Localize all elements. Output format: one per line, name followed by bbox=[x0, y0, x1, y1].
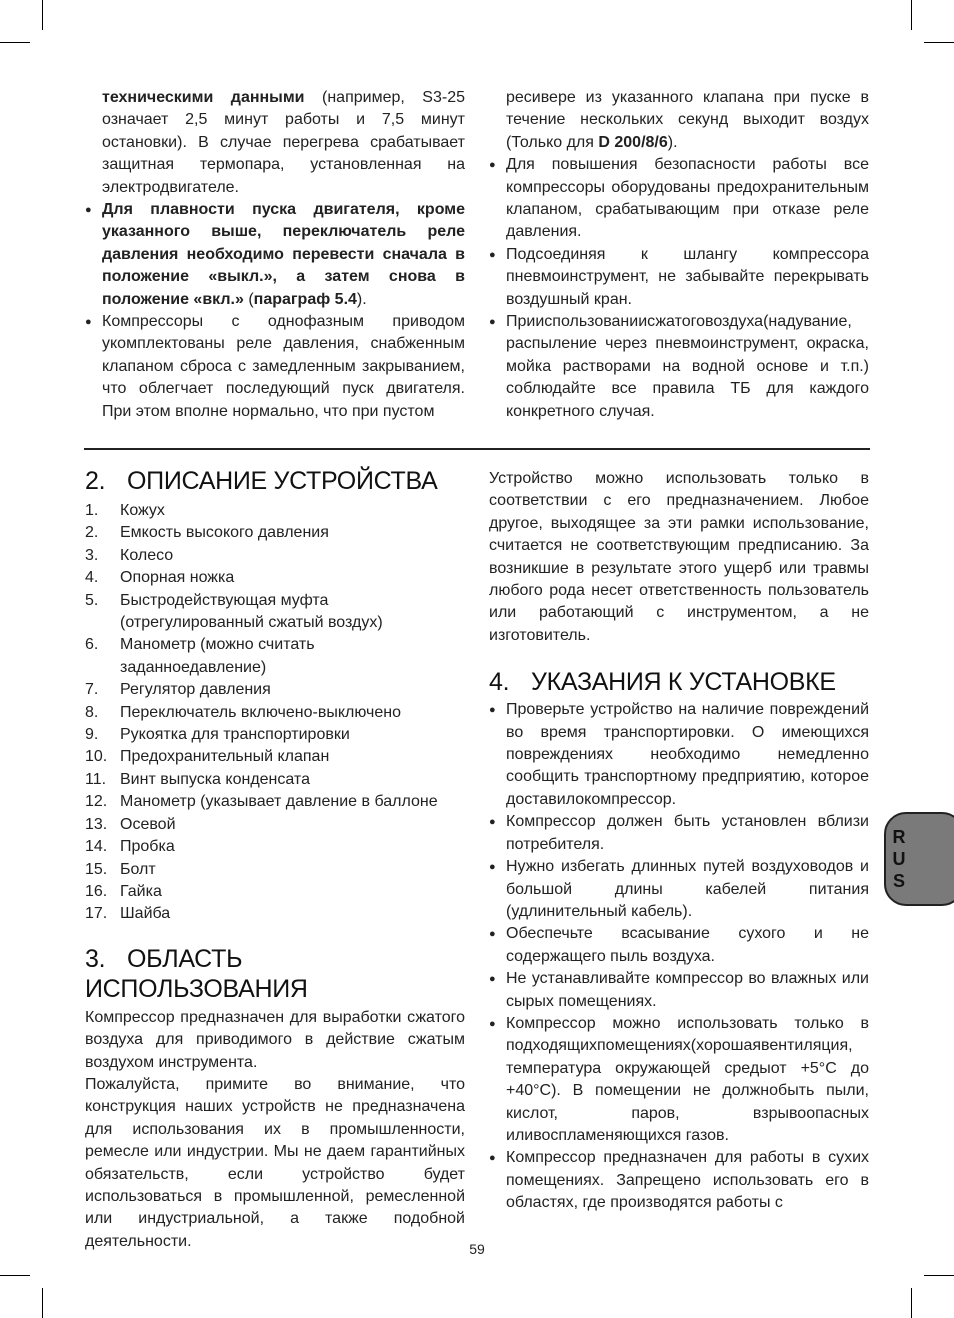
list-item: 16. Гайка bbox=[85, 882, 162, 900]
top-left-column bbox=[85, 87, 465, 423]
bullet-item: ● Обеспечьте всасывание сухого и не содержащего пыль воздуха. bbox=[489, 923, 869, 968]
list-item: 5. Быстродействующая муфта (отрегулированный сжатый воздух) bbox=[85, 591, 383, 632]
list-item: 14. Пробка bbox=[85, 838, 175, 856]
crop-mark bbox=[42, 1288, 43, 1318]
parts-list bbox=[85, 500, 465, 926]
language-code: R U S bbox=[892, 827, 906, 891]
list-item: 11. Винт выпуска конденсата bbox=[85, 770, 310, 788]
crop-mark bbox=[0, 42, 30, 43]
bullet-item: ● Для плавности пуска двигателя, кроме указанного выше, переключатель реле давления необходимо перевести сначала в положение «выкл.», а затем снова в положение «вкл.» (параграф 5.4). bbox=[85, 199, 465, 311]
section-heading-usage: 3. ОБЛАСТЬ ИСПОЛЬЗОВАНИЯ bbox=[85, 944, 308, 1003]
paragraph: техническими данными (например, S3-25 означает 2,5 минут работы и 7,5 минут остановки). В случае перегрева срабатывает защитная термопара, установленная на электродвигателе. bbox=[102, 89, 466, 196]
crop-mark bbox=[924, 1275, 954, 1276]
list-item: 8. Переключатель включено-выключено bbox=[85, 703, 401, 721]
list-item: 4. Опорная ножка bbox=[85, 569, 235, 587]
crop-mark bbox=[924, 42, 954, 43]
crop-mark bbox=[911, 0, 912, 30]
bullet-item: ● Подсоединяя к шлангу компрессора пневмоинструмент, не забывайте перекрывать воздушный кран. bbox=[489, 244, 869, 311]
paragraph: Пожалуйста, примите во внимание, что конструкция наших устройств не предназначена для использования их в промышленности, ремесле или индустрии. Мы не даем гарантийных обязательств, если устройство будет использоваться в промышленной, ремесленной или индустриальной, а также подобной деятельности. bbox=[85, 1075, 465, 1250]
bullet-item: ● Проверьте устройство на наличие повреждений во время транспортировки. О имеющихся повреждениях необходимо немедленно сообщить транспортному предприятию, которое доставилокомпрессор. bbox=[489, 699, 869, 811]
language-tab bbox=[884, 812, 954, 906]
section-divider bbox=[84, 448, 870, 450]
list-item: 15. Болт bbox=[85, 860, 156, 878]
crop-mark bbox=[911, 1288, 912, 1318]
list-item: 1. Кожух bbox=[85, 502, 165, 519]
bottom-right-column bbox=[489, 468, 869, 1215]
section-heading-description: 2. ОПИСАНИЕ УСТРОЙСТВА bbox=[85, 467, 438, 495]
paragraph: Компрессор предназначен для выработки сжатого воздуха для приводимого в действие сжатым воздухом инструмента. bbox=[85, 1008, 465, 1071]
bullet-item: ● Не устанавливайте компрессор во влажных или сырых помещениях. bbox=[489, 968, 869, 1013]
bullet-item: ● Нужно избегать длинных путей воздуховодов и большой длины кабелей питания (удлинительный кабель). bbox=[489, 856, 869, 923]
paragraph: Устройство можно использовать только в соответствии с его предназначением. Любое другое, выходящее за эти рамки использование, считается не соответствующим предписанию. За возникшие в результате этого ущерб или травмы любого рода несет ответственность пользователь или работающий с инструментом, а не изготовитель. bbox=[489, 470, 869, 644]
page-number: 59 bbox=[469, 1241, 485, 1257]
list-item: 12. Манометр (указывает давление в баллоне bbox=[85, 793, 438, 811]
section-heading-installation: 4. УКАЗАНИЯ К УСТАНОВКЕ bbox=[489, 668, 836, 697]
crop-mark bbox=[0, 1275, 30, 1276]
bullet-item: ● Прииспользованиисжатоговоздуха(надувание, распыление через пневмоинструмент, окраска, мойка растворами на водной основе и т.п.) соблюдайте все правила ТБ для каждого конкретного случая. bbox=[489, 311, 869, 423]
list-item: 6. Манометр (можно считать заданноедавление) bbox=[85, 636, 315, 676]
list-item: 7. Регулятор давления bbox=[85, 681, 271, 699]
bottom-left-column bbox=[85, 466, 465, 1253]
list-item: 2. Емкость высокого давления bbox=[85, 524, 329, 542]
list-item: 9. Рукоятка для транспортировки bbox=[85, 726, 350, 744]
crop-mark bbox=[42, 0, 43, 30]
bullet-item: ● Компрессоры с однофазным приводом укомплектованы реле давления, снабженным клапаном сброса с замедленным закрыванием, что облегчает последующий пуск двигателя. При этом вполне нормально, что при пустом bbox=[85, 311, 465, 423]
top-right-column bbox=[489, 87, 869, 423]
list-item: 17. Шайба bbox=[85, 905, 171, 923]
paragraph: ресивере из указанного клапана при пуске в течение нескольких секунд выходит воздух (Только для D 200/8/6). bbox=[506, 89, 869, 151]
list-item: 13. Осевой bbox=[85, 815, 176, 833]
list-item: 3. Колесо bbox=[85, 546, 174, 564]
bullet-item: ● Компрессор должен быть установлен вблизи потребителя. bbox=[489, 811, 869, 856]
bullet-item: ● Компрессор предназначен для работы в сухих помещениях. Запрещено использовать его в областях, где производятся работы с bbox=[489, 1147, 869, 1214]
list-item: 10. Предохранительный клапан bbox=[85, 748, 330, 766]
bullet-item: ● Для повышения безопасности работы все компрессоры оборудованы предохранительным клапаном, срабатывающим при отказе реле давления. bbox=[489, 154, 869, 244]
bullet-item: ● Компрессор можно использовать только в подходящихпомещениях(хорошаявентиляция, температура окружающей средыот +5°C до +40°C). В помещении не должнобыть пыли, кислот, паров, взрывоопасных иливоспламеняющихся газов. bbox=[489, 1013, 869, 1147]
